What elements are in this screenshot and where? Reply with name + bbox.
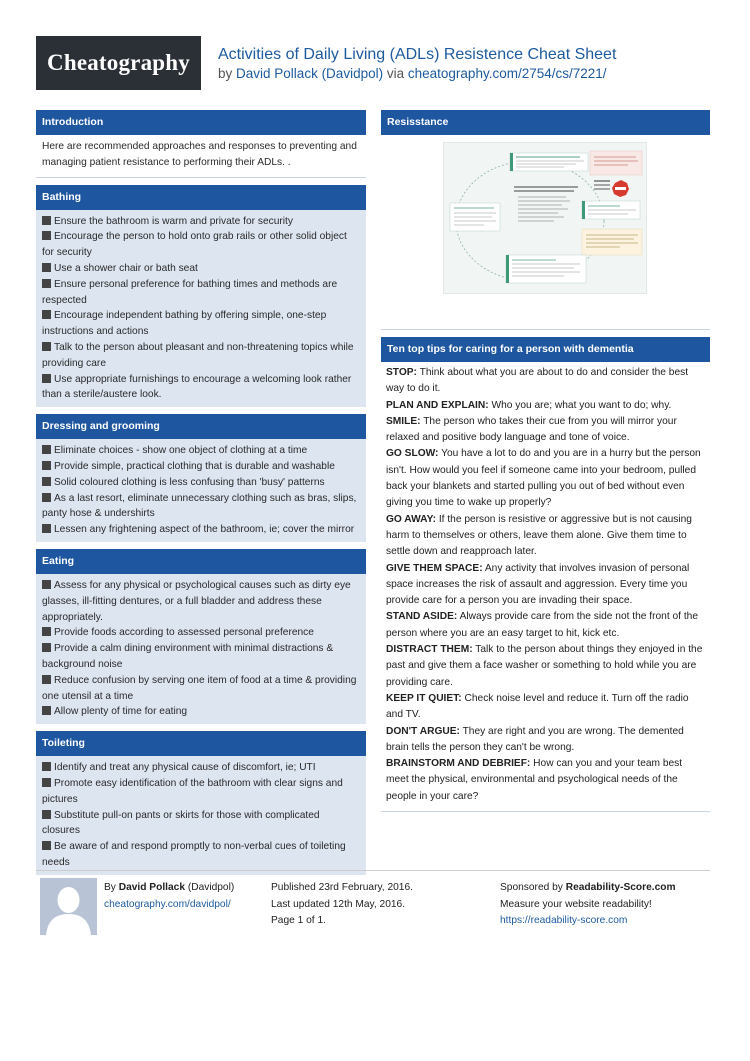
author-link[interactable]: David Pollack (Davidpol) [236, 66, 384, 81]
list-item [42, 308, 360, 340]
tip-text: Who you are; what you want to do; why. [491, 399, 672, 411]
footer-dates [271, 880, 413, 930]
by-text: by [218, 66, 233, 81]
item-text: Provide simple, practical clothing that is durable and washable [54, 460, 335, 472]
tip-term: BRAINSTORM AND DEBRIEF: [386, 758, 531, 770]
by-label: By [104, 882, 116, 893]
bullet-icon [42, 477, 51, 486]
footer-divider [36, 870, 710, 871]
resistance-body [381, 135, 710, 330]
eating-list [36, 574, 366, 724]
section-heading: Toileting [36, 731, 366, 756]
bullet-icon [42, 841, 51, 850]
introduction-section [36, 110, 366, 178]
tip-item [386, 414, 705, 447]
item-text: Ensure the bathroom is warm and private for security [54, 215, 293, 227]
bullet-icon [42, 524, 51, 533]
bullet-icon [42, 445, 51, 454]
author-avatar[interactable] [40, 878, 97, 935]
tip-term: GIVE THEM SPACE: [386, 562, 483, 574]
bullet-icon [42, 279, 51, 288]
item-text: Be aware of and respond promptly to non-verbal cues of toileting needs [42, 841, 346, 868]
tip-text: Check noise level and reduce it. Turn off the radio and TV. [386, 692, 689, 721]
list-item [42, 229, 360, 261]
sheet-url-link[interactable]: cheatography.com/2754/cs/7221/ [407, 66, 607, 81]
sponsor-name: Readability-Score.com [565, 882, 676, 893]
tip-text: Any activity that involves invasion of personal space increases the risk of assault and aggression. Every time you provide care for a person you are invading their space. [386, 562, 690, 607]
bullet-icon [42, 263, 51, 272]
cheatography-logo[interactable]: Cheatography [36, 36, 201, 90]
item-text: Encourage the person to hold onto grab rails or other solid object for security [42, 231, 347, 259]
tip-item [386, 609, 705, 642]
author-handle: (Davidpol) [187, 882, 235, 893]
bathing-section [36, 185, 366, 408]
item-text: Assess for any physical or psychological causes such as dirty eye glasses, ill-fitting dentures, or a full bladder and address these appropriately. [42, 579, 351, 623]
bullet-icon [42, 493, 51, 502]
bullet-icon [42, 778, 51, 787]
resistance-section [381, 110, 710, 330]
list-item [42, 277, 360, 309]
dressing-list [36, 439, 366, 542]
item-text: Ensure personal preference for bathing times and methods are respected [42, 278, 338, 306]
list-item [42, 808, 360, 840]
bullet-icon [42, 580, 51, 589]
tip-item [386, 398, 705, 414]
tip-text: They are right and you are wrong. The demented brain tells the person they can't be wrong. [386, 725, 684, 753]
tip-item [386, 365, 705, 398]
list-item [42, 578, 360, 625]
item-text: Encourage independent bathing by offering simple, one-step instructions and actions [42, 310, 327, 338]
updated-date: Last updated 12th May, 2016. [271, 898, 406, 910]
page-number: Page 1 of 1. [271, 915, 326, 926]
sponsored-label: Sponsored by [500, 882, 563, 893]
tip-item [386, 724, 705, 757]
tip-text: You have a lot to do and you are in a hurry but the person isn't. How would you feel if someone came into your bedroom, pulled back your blankets and started pulling you out of bed without even giving you time to wake up properly? [386, 448, 701, 509]
tip-text: Think about what you are about to do and consider the best way to do it. [386, 367, 689, 395]
sponsor-tagline: Measure your website readability! [500, 898, 652, 910]
list-item [42, 491, 360, 523]
tip-text: How can you and your team best meet the physical, environmental and psychological needs of the people in your care? [386, 758, 683, 802]
bullet-icon [42, 374, 51, 383]
tip-item [386, 446, 705, 511]
section-heading: Resisstance [381, 110, 710, 135]
bullet-icon [42, 627, 51, 636]
item-text: Promote easy identification of the bathroom with clear signs and pictures [42, 777, 343, 805]
bullet-icon [42, 706, 51, 715]
resistance-diagram-image [443, 142, 647, 294]
item-text: Reduce confusion by serving one item of food at a time & providing one utensil at a time [42, 674, 357, 702]
tip-item [386, 512, 705, 561]
person-silhouette-icon [40, 878, 97, 935]
item-text: As a last resort, eliminate unnecessary clothing such as bras, slips, panty hose & undershirts [42, 492, 357, 520]
tips-list [381, 362, 710, 812]
list-item [42, 443, 360, 459]
tips-section [381, 337, 710, 812]
tip-item [386, 691, 705, 724]
published-date: Published 23rd February, 2016. [271, 882, 413, 893]
item-text: Allow plenty of time for eating [54, 706, 188, 718]
list-item [42, 839, 360, 871]
tip-item [386, 642, 705, 691]
introduction-text: Here are recommended approaches and responses to preventing and managing patient resistance to performing their ADLs. . [36, 135, 366, 178]
item-text: Talk to the person about pleasant and non-threatening topics while providing care [42, 341, 354, 369]
eating-section [36, 549, 366, 724]
tip-term: KEEP IT QUIET: [386, 692, 462, 704]
item-text: Use appropriate furnishings to encourage a welcoming look rather than a sterile/austere look. [42, 373, 352, 401]
section-heading: Introduction [36, 110, 366, 135]
list-item [42, 704, 360, 720]
via-text: via [386, 66, 405, 81]
list-item [42, 522, 360, 538]
resistance-cycle-graphic [444, 143, 648, 295]
item-text: Lessen any frightening aspect of the bathroom, ie; cover the mirror [54, 524, 355, 536]
tip-text: Always provide care from the side not the front of the person where you are an easy target to hit, kick etc. [386, 611, 698, 639]
tip-term: PLAN AND EXPLAIN: [386, 399, 489, 411]
bullet-icon [42, 762, 51, 771]
footer-sponsor [500, 880, 676, 930]
bullet-icon [42, 216, 51, 225]
page-title: Activities of Daily Living (ADLs) Resistence Cheat Sheet [218, 46, 617, 63]
bathing-list [36, 210, 366, 408]
section-heading: Dressing and grooming [36, 414, 366, 439]
author-name: David Pollack [118, 882, 185, 893]
footer-author [104, 880, 234, 913]
item-text: Identify and treat any physical cause of discomfort, ie; UTI [54, 762, 316, 774]
tip-text: If the person is resistive or aggressive but is not causing harm to themselves or others, leave them alone. Give them time to settle down and reapproach later. [386, 513, 692, 558]
list-item [42, 372, 360, 404]
section-heading: Bathing [36, 185, 366, 210]
item-text: Eliminate choices - show one object of clothing at a time [54, 445, 308, 457]
list-item [42, 625, 360, 641]
tip-term: DISTRACT THEM: [386, 644, 473, 656]
tip-text: Talk to the person about things they enjoyed in the past and give them a face washer or something to hold while you are providing care. [386, 644, 703, 688]
list-item [42, 459, 360, 475]
list-item [42, 340, 360, 372]
bullet-icon [42, 643, 51, 652]
dressing-section [36, 414, 366, 542]
tip-item [386, 756, 705, 805]
item-text: Substitute pull-on pants or skirts for those with complicated closures [42, 809, 320, 837]
bullet-icon [42, 342, 51, 351]
list-item [42, 475, 360, 491]
list-item [42, 760, 360, 776]
section-heading: Eating [36, 549, 366, 574]
right-column [381, 110, 710, 819]
tip-item [386, 561, 705, 610]
tip-term: SMILE: [386, 415, 421, 427]
list-item [42, 673, 360, 705]
section-heading: Ten top tips for caring for a person with dementia [381, 337, 710, 362]
bullet-icon [42, 810, 51, 819]
item-text: Provide foods according to assessed personal preference [54, 627, 314, 639]
list-item [42, 261, 360, 277]
bullet-icon [42, 675, 51, 684]
bullet-icon [42, 231, 51, 240]
toileting-list [36, 756, 366, 875]
list-item [42, 214, 360, 230]
bullet-icon [42, 461, 51, 470]
tip-term: STAND ASIDE: [386, 611, 458, 623]
item-text: Use a shower chair or bath seat [54, 262, 198, 274]
bullet-icon [42, 310, 51, 319]
sponsor-link[interactable]: https://readability-score.com [500, 915, 628, 926]
byline [218, 66, 607, 81]
tip-text: The person who takes their cue from you will mirror your relaxed and positive body language and tone of voice. [386, 415, 677, 444]
list-item [42, 641, 360, 673]
tip-term: GO AWAY: [386, 513, 436, 525]
list-item [42, 776, 360, 808]
left-column [36, 110, 366, 882]
author-profile-link[interactable]: cheatography.com/davidpol/ [104, 898, 231, 910]
toileting-section [36, 731, 366, 875]
tip-term: DON'T ARGUE: [386, 725, 460, 737]
tip-term: GO SLOW: [386, 448, 439, 460]
tip-term: STOP: [386, 367, 417, 378]
item-text: Provide a calm dining environment with minimal distractions & background noise [42, 643, 334, 670]
item-text: Solid coloured clothing is less confusing than 'busy' patterns [54, 476, 325, 488]
